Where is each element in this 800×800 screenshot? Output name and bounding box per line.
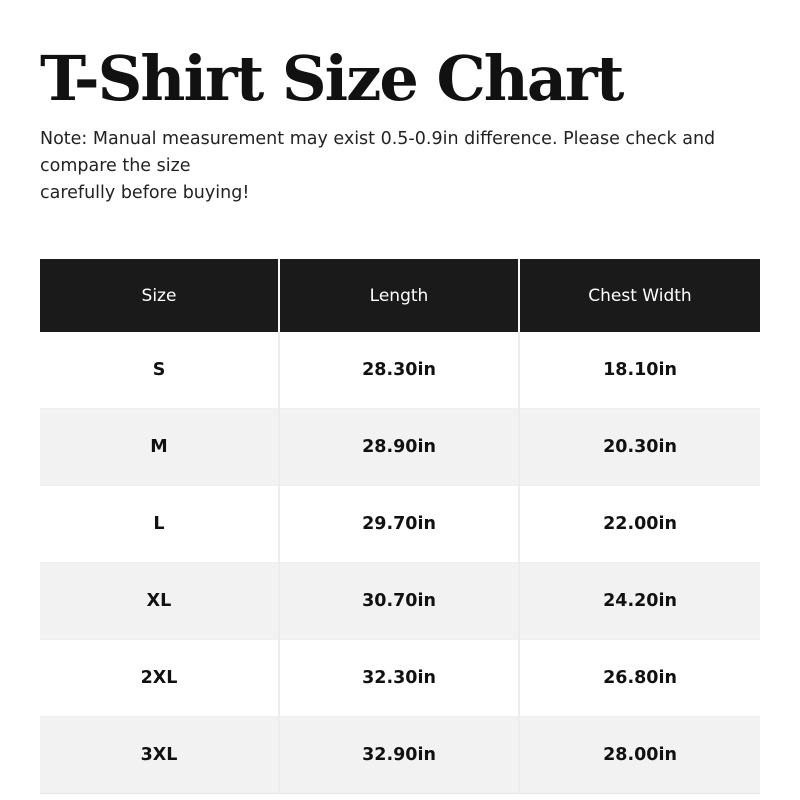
length-cell: 28.90in xyxy=(280,408,520,485)
header-cell-size: Size xyxy=(40,259,280,332)
size-cell: 3XL xyxy=(40,716,280,794)
chest-width-cell: 24.20in xyxy=(520,562,760,639)
chest-width-cell: 28.00in xyxy=(520,716,760,794)
length-cell: 32.30in xyxy=(280,639,520,716)
table-row-xl xyxy=(40,562,760,639)
table-row-m xyxy=(40,408,760,485)
note-line-1: Note: Manual measurement may exist 0.5-0.9in difference. Please check and compare the size xyxy=(40,129,716,176)
table-row-s xyxy=(40,332,760,408)
size-cell: L xyxy=(40,485,280,562)
size-cell: S xyxy=(40,332,280,408)
chest-width-cell: 20.30in xyxy=(520,408,760,485)
header-cell-chest-width: Chest Width xyxy=(520,259,760,332)
page-title: T-Shirt Size Chart xyxy=(40,42,623,115)
chest-width-cell: 22.00in xyxy=(520,485,760,562)
note-line-2: carefully before buying! xyxy=(40,183,250,203)
chest-width-cell: 18.10in xyxy=(520,332,760,408)
table-row-3xl xyxy=(40,716,760,794)
length-cell: 32.90in xyxy=(280,716,520,794)
table-header-row xyxy=(40,259,760,332)
chest-width-cell: 26.80in xyxy=(520,639,760,716)
header-cell-length: Length xyxy=(280,259,520,332)
note-text xyxy=(40,126,760,207)
size-cell: XL xyxy=(40,562,280,639)
size-cell: 2XL xyxy=(40,639,280,716)
size-chart-table xyxy=(40,259,760,794)
length-cell: 28.30in xyxy=(280,332,520,408)
length-cell: 30.70in xyxy=(280,562,520,639)
size-cell: M xyxy=(40,408,280,485)
table-row-2xl xyxy=(40,639,760,716)
length-cell: 29.70in xyxy=(280,485,520,562)
table-row-l xyxy=(40,485,760,562)
